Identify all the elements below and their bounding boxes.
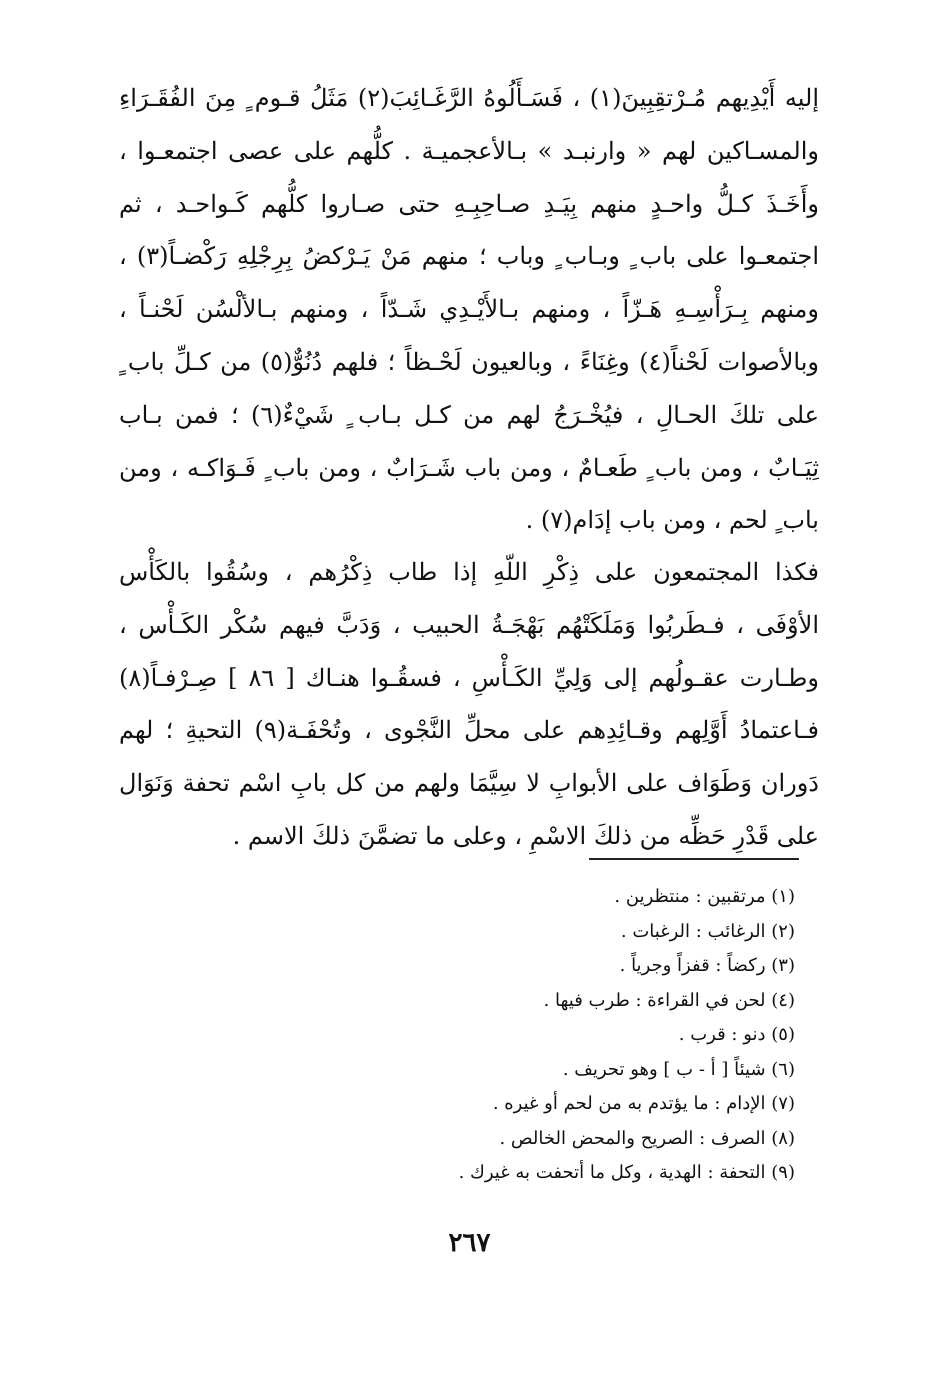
page-number: ٢٦٧ [448,1228,491,1258]
footnote: (٧) الإدام : ما يؤتدم به من لحم أو غيره . [492,1093,795,1114]
text-line: دَوران وَطَوَاف على الأبوابِ لا سِيَّمَا ولهم من كل بابِ اسْم تحفة وَنَوَال [119,769,819,798]
text-line: إليه أَيْدِيهم مُـرْتقِبِينَ(١) ، فَسَـأَلُوهُ الرَّغَـائِبَ(٢) مَثَلُ قـوم ٍ مِنَ الفُقَـرَاءِ [119,84,819,112]
footnote: (٨) الصرف : الصريح والمحض الخالص . [499,1127,795,1149]
text-line: باب ٍ لحم ، ومن باب إدَام(٧) . [525,506,819,535]
footnote: (٥) دنو : قرب . [678,1024,795,1045]
text-line: اجتمعـوا على باب ٍ وبـاب ٍ وباب ؛ منهم مَنْ يَـرْكضُ بِرِجْلِهِ رَكْضـاً(٣) ، [119,242,819,271]
text-line: على قَدْرِ حَظِّه من ذلكَ الاسْمِ ، وعلى ما تضمَّنَ ذلكَ الاسم . [232,821,819,850]
footnote: (٦) شيئاً [ أ - ب ] وهو تحريف . [562,1058,795,1080]
footnote: (٣) ركضاً : قفزاً وجرياً . [619,955,795,976]
text-line: وأَخَـذَ كـلُّ واحـدٍ منهم بِيَـدِ صـاحِبِـهِ حتى صـاروا كلُّهم كَـواحـد ، ثم [119,189,819,218]
paragraph-2 [119,546,819,863]
footnote-separator [589,858,799,860]
footnote: (٢) الرغائب : الرغبات . [620,920,795,942]
text-line: وطـارت عقـولُهم إلى وَلِيِّ الكَـأْسِ ، فسقُـوا هنـاك [ ٨٦ ] صِـرْفـاً(٨) [119,663,819,692]
text-line: ومنهم بِـرَأْسِـهِ هَـزّاً ، ومنهم بـالأَيْـدِي شَـدّاً ، ومنهم بـالألْسُن لَحْنـاً ، [119,295,819,324]
text-line: فـاعتمادُ أَوَّلِهم وقـائِدِهم على محلِّ النَّجْوى ، وتُحْفَـة(٩) التحيةِ ؛ لهم [119,716,819,745]
paragraph-1 [119,72,819,547]
text-line: فكذا المجتمعون على ذِكْرِ اللّهِ إذا طاب ذِكْرُهم ، وسُقُوا بالكَأْس [119,558,819,586]
text-line: على تلكَ الحـالِ ، فيُخْـرَجُ لهم من كـل بـاب ٍ شَيْءٌ(٦) ؛ فمن بـاب [119,400,819,429]
footnotes-list [295,880,795,1191]
footnote: (٩) التحفة : الهدية ، وكل ما أتحفت به غيرك . [458,1162,795,1183]
text-line: والمسـاكين لهم « وارنبـد » بـالأعجميـة . كلُّهم على عصى اجتمعـوا ، [119,136,819,165]
footnote: (٤) لحن في القراءة : طرب فيها . [543,989,795,1011]
text-line: الأوْفَى ، فـطَربُوا وَمَلَكَتْهُم بَهْجَـةُ الحبيب ، وَدَبَّ فيهم سُكْر الكَـأْس ، [119,610,819,639]
text-line: وبالأصوات لَحْناً(٤) وغِنَاءً ، وبالعيون لَحْـظاً ؛ فلهم دُنُوٌّ(٥) من كـلِّ باب ٍ [119,347,819,376]
text-line: ثِيَـابٌ ، ومن باب ٍ طَعـامٌ ، ومن باب شَـرَابٌ ، ومن باب ٍ فَـوَاكـه ، ومن [119,453,819,482]
footnote: (١) مرتقبين : منتظرين . [614,886,795,907]
